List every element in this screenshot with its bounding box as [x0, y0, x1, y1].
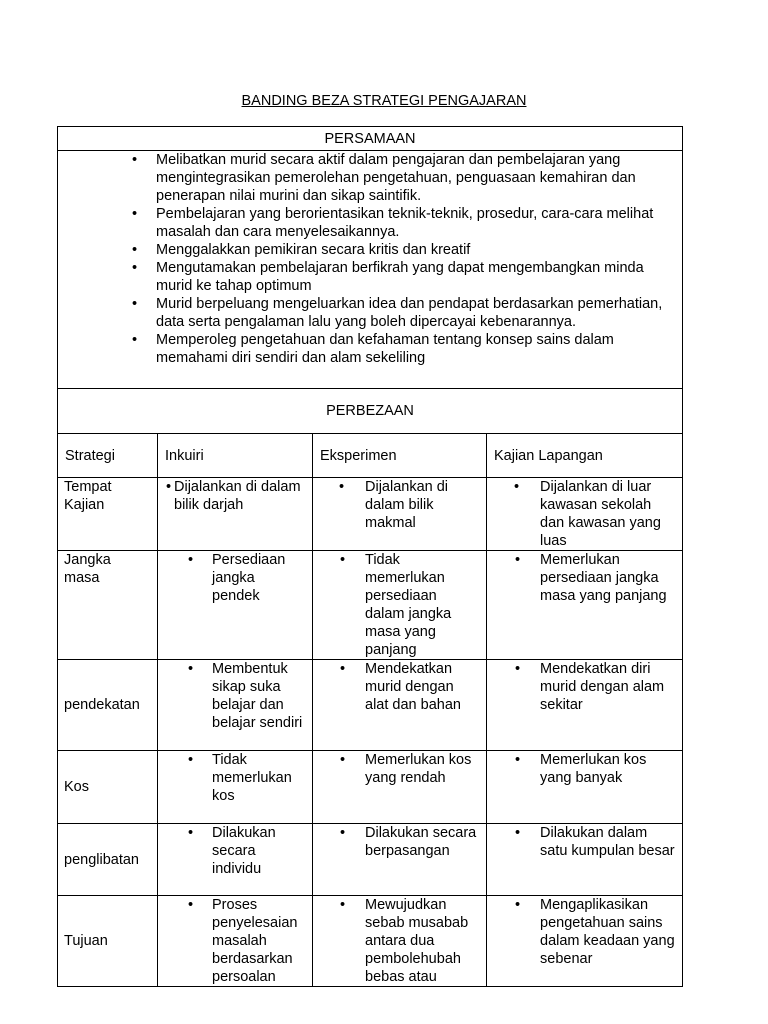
cell-text: Dijalankan di luar kawasan sekolah dan kawasan yang luas — [540, 479, 661, 549]
perbezaan-heading: PERBEZAAN — [58, 389, 683, 434]
row-label: Jangka masa — [58, 551, 158, 660]
table-cell — [313, 551, 487, 660]
bullet-icon: • — [340, 897, 346, 913]
bullet-icon: • — [515, 752, 521, 768]
table-cell — [158, 824, 313, 896]
cell-text: Mengaplikasikan pengetahuan sains dalam keadaan yang sebenar — [540, 897, 675, 967]
table-cell — [313, 751, 487, 824]
cell-text: Tidak memerlukan kos — [212, 752, 292, 804]
table-row — [58, 751, 683, 824]
cell-text: Proses penyelesaian masalah berdasarkan persoalan — [212, 897, 298, 985]
table-cell — [487, 751, 683, 824]
cell-text: Dilakukan dalam satu kumpulan besar — [540, 825, 675, 859]
bullet-icon: • — [340, 825, 346, 841]
document-title: BANDING BEZA STRATEGI PENGAJARAN — [241, 93, 527, 109]
cell-text: Dijalankan di dalam bilik darjah — [174, 479, 301, 513]
row-label: Kos — [58, 751, 158, 824]
table-cell — [158, 551, 313, 660]
table-cell — [158, 478, 313, 551]
bullet-icon: • — [188, 752, 194, 768]
cell-text: Membentuk sikap suka belajar dan belajar sendiri — [212, 661, 303, 731]
persamaan-item: • Pembelajaran yang berorientasikan teknik-teknik, prosedur, cara-cara melihat masalah dan cara menyelesaikannya. — [156, 205, 668, 241]
bullet-icon: • — [515, 825, 521, 841]
table-cell — [487, 660, 683, 751]
bullet-icon: • — [515, 661, 521, 677]
cell-text: Persediaan jangka pendek — [212, 552, 286, 604]
cell-text: Mendekatkan diri murid dengan alam sekitar — [540, 661, 665, 713]
cell-text: Dijalankan di dalam bilik makmal — [365, 479, 449, 531]
column-header-kajian-lapangan: Kajian Lapangan — [487, 434, 683, 478]
column-header-inkuiri: Inkuiri — [158, 434, 313, 478]
cell-text: Dilakukan secara berpasangan — [365, 825, 477, 859]
table-cell — [313, 824, 487, 896]
table-cell — [487, 824, 683, 896]
cell-text: Memerlukan persediaan jangka masa yang panjang — [540, 552, 667, 604]
bullet-icon: • — [515, 552, 521, 568]
column-header-strategi: Strategi — [58, 434, 158, 478]
bullet-icon: • — [188, 661, 194, 677]
bullet-icon: • — [188, 825, 194, 841]
table-row — [58, 478, 683, 551]
row-label: pendekatan — [58, 660, 158, 751]
bullet-icon: • — [188, 552, 194, 568]
persamaan-item: • Mengutamakan pembelajaran berfikrah yang dapat mengembangkan minda murid ke tahap optimum — [156, 259, 668, 295]
comparison-table — [57, 126, 683, 987]
persamaan-item: • Menggalakkan pemikiran secara kritis dan kreatif — [156, 241, 668, 259]
table-cell — [487, 896, 683, 987]
bullet-icon: • — [339, 479, 345, 495]
persamaan-list — [58, 151, 682, 367]
table-row — [58, 551, 683, 660]
cell-text: Memerlukan kos yang banyak — [540, 752, 647, 786]
row-label: Tempat Kajian — [58, 478, 158, 551]
table-cell — [487, 478, 683, 551]
persamaan-item: • Memperoleg pengetahuan dan kefahaman tentang konsep sains dalam memahami diri sendiri dan alam sekeliling — [156, 331, 668, 367]
table-cell — [313, 896, 487, 987]
table-cell — [158, 660, 313, 751]
bullet-icon: • — [188, 897, 194, 913]
bullet-icon: • — [166, 479, 172, 495]
bullet-icon: • — [340, 752, 346, 768]
table-cell — [313, 660, 487, 751]
perbezaan-rows — [58, 478, 683, 987]
persamaan-item: • Melibatkan murid secara aktif dalam pengajaran dan pembelajaran yang mengintegrasikan pemerolehan pengetahuan, penguasaan kemahiran dan penerapan nilai murini dan sikap saintifik. — [156, 151, 668, 205]
bullet-icon: • — [514, 479, 520, 495]
persamaan-list-cell — [58, 151, 683, 389]
cell-text: Mendekatkan murid dengan alat dan bahan — [365, 661, 461, 713]
table-row — [58, 896, 683, 987]
column-header-eksperimen: Eksperimen — [313, 434, 487, 478]
row-label: Tujuan — [58, 896, 158, 987]
row-label: penglibatan — [58, 824, 158, 896]
bullet-icon: • — [515, 897, 521, 913]
cell-text: Dilakukan secara individu — [212, 825, 276, 877]
table-row — [58, 660, 683, 751]
persamaan-heading: PERSAMAAN — [58, 127, 683, 151]
cell-text: Memerlukan kos yang rendah — [365, 752, 472, 786]
persamaan-item: • Murid berpeluang mengeluarkan idea dan pendapat berdasarkan pemerhatian, data serta pengalaman lalu yang boleh dipercayai kebenarannya. — [156, 295, 668, 331]
bullet-icon: • — [340, 552, 346, 568]
table-cell — [158, 751, 313, 824]
cell-text: Tidak memerlukan persediaan dalam jangka masa yang panjang — [365, 552, 452, 658]
cell-text: Mewujudkan sebab musabab antara dua pembolehubah bebas atau — [365, 897, 469, 985]
table-cell — [158, 896, 313, 987]
bullet-icon: • — [340, 661, 346, 677]
table-row — [58, 824, 683, 896]
table-cell — [313, 478, 487, 551]
table-cell — [487, 551, 683, 660]
